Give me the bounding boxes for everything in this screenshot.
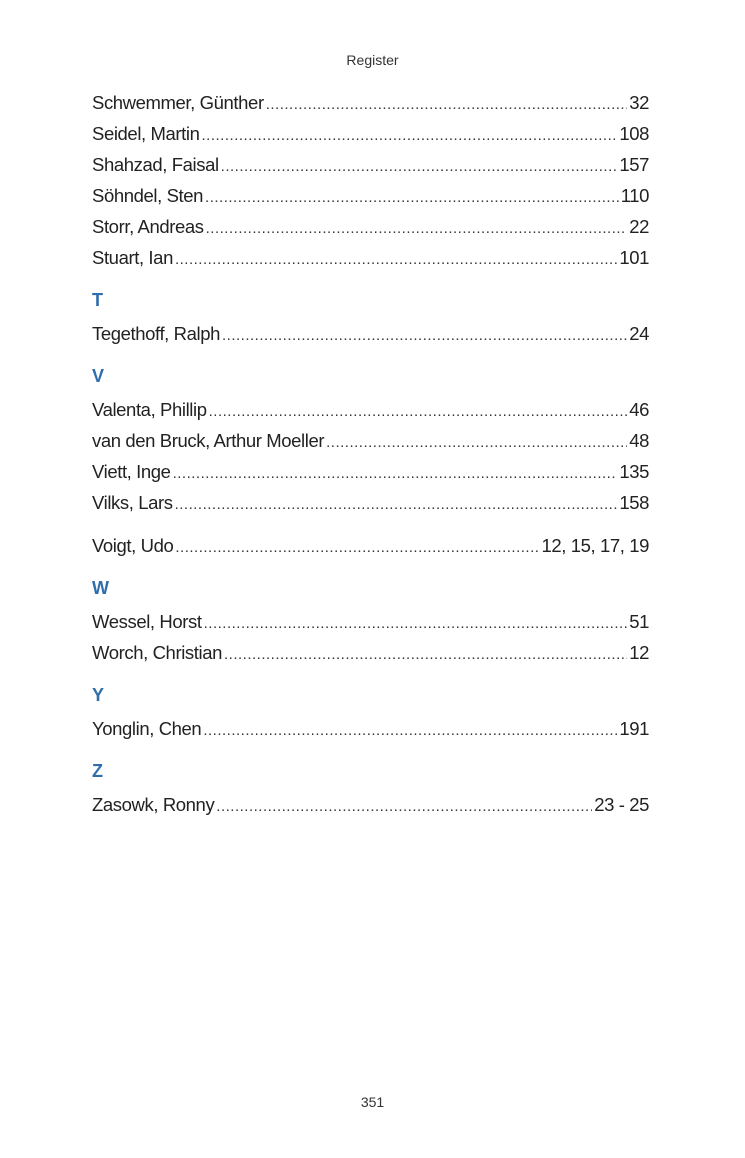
- dot-leader: [206, 213, 628, 244]
- dot-leader: [175, 489, 618, 520]
- index-entry: [92, 87, 649, 118]
- entry-name: Zasowk, Ronny: [92, 794, 215, 815]
- index-entry: [92, 318, 649, 349]
- index-entry: [92, 425, 649, 456]
- entry-name: Wessel, Horst: [92, 611, 202, 632]
- index-entry: [92, 606, 649, 637]
- index-entry: [92, 242, 649, 273]
- index-entry: [92, 394, 649, 425]
- entry-name: Stuart, Ian: [92, 247, 173, 268]
- entry-pages: 48: [629, 430, 649, 451]
- dot-leader: [326, 427, 627, 458]
- entry-pages: 135: [619, 461, 649, 482]
- index-entry: [92, 211, 649, 242]
- page-number: 351: [360, 1094, 385, 1110]
- entry-pages: 101: [619, 247, 649, 268]
- dot-leader: [202, 120, 618, 151]
- dot-leader: [222, 320, 627, 351]
- entry-pages: 22: [629, 216, 649, 237]
- index-entry: [92, 713, 649, 744]
- entry-pages: 23 - 25: [594, 794, 649, 815]
- entry-name: Söhndel, Sten: [92, 185, 204, 206]
- entry-pages: 158: [619, 492, 649, 513]
- dot-leader: [203, 715, 617, 746]
- index-entry: [92, 530, 649, 561]
- entry-pages: 191: [619, 718, 649, 739]
- entry-name: Vilks, Lars: [92, 492, 173, 513]
- running-header: Register: [346, 52, 399, 68]
- index-entry: [92, 637, 649, 668]
- dot-leader: [221, 151, 618, 182]
- section-letter-v: V: [92, 366, 105, 386]
- entry-pages: 12, 15, 17, 19: [541, 535, 649, 556]
- dot-leader: [216, 791, 592, 822]
- entry-pages: 108: [619, 123, 649, 144]
- index-entry: [92, 149, 649, 180]
- entry-pages: 12: [629, 642, 649, 663]
- entry-name: Tegethoff, Ralph: [92, 323, 220, 344]
- dot-leader: [224, 639, 627, 670]
- index-entry: [92, 118, 649, 149]
- entry-pages: 51: [629, 611, 649, 632]
- entry-name: van den Bruck, Arthur Moeller: [92, 430, 325, 451]
- index-entry: [92, 180, 649, 211]
- entry-pages: 46: [629, 399, 649, 420]
- dot-leader: [175, 532, 539, 563]
- section-letter-t: T: [92, 290, 103, 310]
- entry-name: Shahzad, Faisal: [92, 154, 219, 175]
- entry-name: Voigt, Udo: [92, 535, 174, 556]
- dot-leader: [204, 608, 628, 639]
- section-letter-z: Z: [92, 761, 103, 781]
- entry-name: Worch, Christian: [92, 642, 222, 663]
- dot-leader: [173, 458, 618, 489]
- entry-pages: 32: [629, 92, 649, 113]
- section-letter-y: Y: [92, 685, 105, 705]
- entry-name: Viett, Inge: [92, 461, 171, 482]
- dot-leader: [175, 244, 617, 275]
- entry-name: Schwemmer, Günther: [92, 92, 264, 113]
- section-letter-w: W: [92, 578, 109, 598]
- dot-leader: [209, 396, 628, 427]
- index-entry: [92, 456, 649, 487]
- entry-name: Seidel, Martin: [92, 123, 200, 144]
- entry-name: Valenta, Phillip: [92, 399, 207, 420]
- entry-name: Yonglin, Chen: [92, 718, 202, 739]
- index-entry: [92, 789, 649, 820]
- dot-leader: [266, 89, 628, 120]
- entry-pages: 157: [619, 154, 649, 175]
- entry-pages: 110: [620, 185, 649, 206]
- entry-pages: 24: [629, 323, 649, 344]
- index-entry: [92, 487, 649, 518]
- entry-name: Storr, Andreas: [92, 216, 204, 237]
- index-list: [92, 87, 649, 820]
- dot-leader: [205, 182, 619, 213]
